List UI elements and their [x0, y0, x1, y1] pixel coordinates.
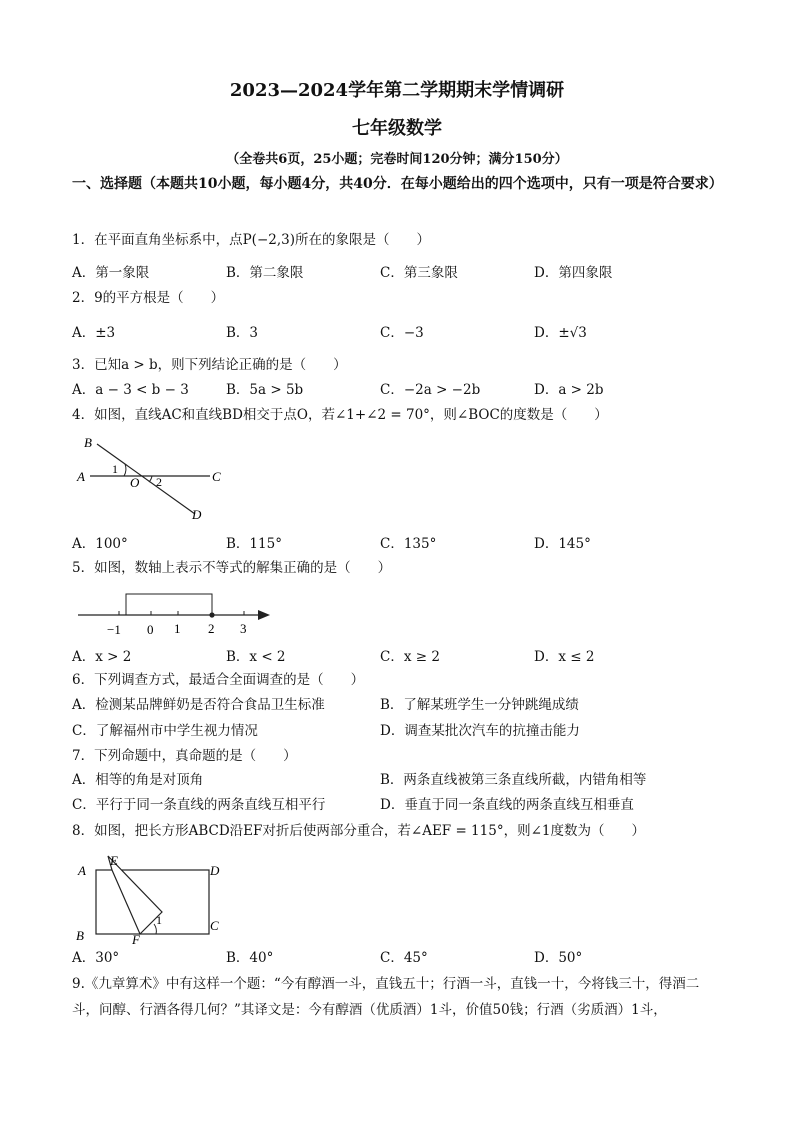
fig5-tick-neg1: −1 — [107, 622, 121, 637]
question-6-option-d[interactable]: D．调查某批次汽车的抗撞击能力 — [380, 723, 580, 739]
question-4-option-b[interactable]: B．115° — [226, 536, 282, 552]
exam-subject: 七年级数学 — [352, 118, 442, 139]
question-6-stem: 6．下列调查方式，最适合全面调查的是（ ） — [72, 672, 365, 688]
fig4-label-a: A — [77, 469, 85, 484]
question-1-option-c[interactable]: C．第三象限 — [380, 265, 458, 281]
section-heading: 一、选择题（本题共10小题，每小题4分，共40分．在每小题给出的四个选项中，只有一项是符合要求） — [72, 176, 723, 192]
question-5-option-b[interactable]: B．x < 2 — [226, 649, 286, 665]
question-9-stem: 9.《九章算术》中有这样一个题：“今有醇酒一斗，直钱五十；行酒一斗，直钱一十，今将钱三十，得酒二斗，问醇、行酒各得几何？”其译文是：今有醇酒（优质酒）1斗，价值50钱；行酒（劣质酒）1斗， — [72, 976, 700, 1018]
question-5-number-line — [72, 585, 277, 640]
question-5-option-c[interactable]: C．x ≥ 2 — [380, 649, 440, 665]
question-1-option-a[interactable]: A．第一象限 — [72, 265, 150, 281]
question-8-option-a[interactable]: A．30° — [72, 950, 120, 966]
question-3-option-d[interactable]: D．a > 2b — [534, 382, 604, 398]
question-4-figure — [72, 430, 242, 530]
question-7-stem: 7．下列命题中，真命题的是（ ） — [72, 748, 297, 764]
question-7-option-c[interactable]: C．平行于同一条直线的两条直线互相平行 — [72, 797, 326, 813]
fig8-label-d: D — [210, 863, 220, 878]
fig4-label-c: C — [212, 469, 221, 484]
question-2-option-a[interactable]: A．±3 — [72, 325, 116, 341]
exam-info: （全卷共6页，25小题；完卷时间120分钟；满分150分） — [226, 152, 568, 167]
fig8-label-e: E — [110, 853, 118, 868]
question-1-option-b[interactable]: B．第二象限 — [226, 265, 304, 281]
question-2-option-d[interactable]: D．±√3 — [534, 325, 587, 341]
question-6-option-c[interactable]: C．了解福州市中学生视力情况 — [72, 723, 258, 739]
question-6-option-b[interactable]: B．了解某班学生一分钟跳绳成绩 — [380, 697, 579, 713]
fig8-label-a: A — [78, 863, 86, 878]
fig8-label-f: F — [132, 932, 140, 947]
question-5-stem: 5．如图，数轴上表示不等式的解集正确的是（ ） — [72, 560, 392, 576]
fig8-label-1: 1 — [156, 913, 162, 927]
question-4-option-c[interactable]: C．135° — [380, 536, 437, 552]
fig5-tick-3: 3 — [240, 621, 247, 636]
fig8-label-b: B — [76, 928, 84, 943]
question-1-option-d[interactable]: D．第四象限 — [534, 265, 613, 281]
question-1-stem: 1．在平面直角坐标系中，点P(−2,3)所在的象限是（ ） — [72, 232, 430, 248]
question-8-option-d[interactable]: D．50° — [534, 950, 583, 966]
question-4-stem: 4．如图，直线AC和直线BD相交于点O，若∠1+∠2 = 70°，则∠BOC的度数是（ ） — [72, 407, 608, 423]
question-3-stem: 3．已知a > b，则下列结论正确的是（ ） — [72, 357, 347, 373]
fig4-label-1: 1 — [112, 462, 118, 476]
question-2-stem: 2．9的平方根是（ ） — [72, 290, 225, 306]
fig4-label-d: D — [192, 507, 202, 522]
question-5-option-a[interactable]: A．x > 2 — [72, 649, 132, 665]
fig4-label-2: 2 — [156, 475, 162, 489]
question-3-option-b[interactable]: B．5a > 5b — [226, 382, 304, 398]
question-3-option-c[interactable]: C．−2a > −2b — [380, 382, 481, 398]
question-8-option-c[interactable]: C．45° — [380, 950, 428, 966]
fig4-label-o: O — [130, 475, 140, 490]
question-7-option-b[interactable]: B．两条直线被第三条直线所截，内错角相等 — [380, 772, 647, 788]
question-3-option-a[interactable]: A．a − 3 < b − 3 — [72, 382, 189, 398]
fig8-label-c: C — [210, 918, 219, 933]
fig5-tick-2: 2 — [208, 621, 215, 636]
fig4-label-b: B — [84, 435, 92, 450]
question-4-option-a[interactable]: A．100° — [72, 536, 128, 552]
question-7-option-d[interactable]: D．垂直于同一条直线的两条直线互相垂直 — [380, 797, 634, 813]
fig5-tick-0: 0 — [147, 622, 154, 637]
question-8-option-b[interactable]: B．40° — [226, 950, 274, 966]
fig5-tick-1: 1 — [174, 621, 181, 636]
question-2-option-c[interactable]: C．−3 — [380, 325, 424, 341]
question-8-stem: 8．如图，把长方形ABCD沿EF对折后使两部分重合，若∠AEF = 115°，则∠1度数为（ ） — [72, 823, 645, 839]
question-4-option-d[interactable]: D．145° — [534, 536, 591, 552]
question-6-option-a[interactable]: A．检测某品牌鲜奶是否符合食品卫生标准 — [72, 697, 325, 713]
exam-title: 2023—2024学年第二学期期末学情调研 — [229, 80, 565, 101]
question-5-option-d[interactable]: D．x ≤ 2 — [534, 649, 595, 665]
question-7-option-a[interactable]: A．相等的角是对顶角 — [72, 772, 204, 788]
question-8-figure — [72, 848, 232, 948]
question-2-option-b[interactable]: B．3 — [226, 325, 259, 341]
